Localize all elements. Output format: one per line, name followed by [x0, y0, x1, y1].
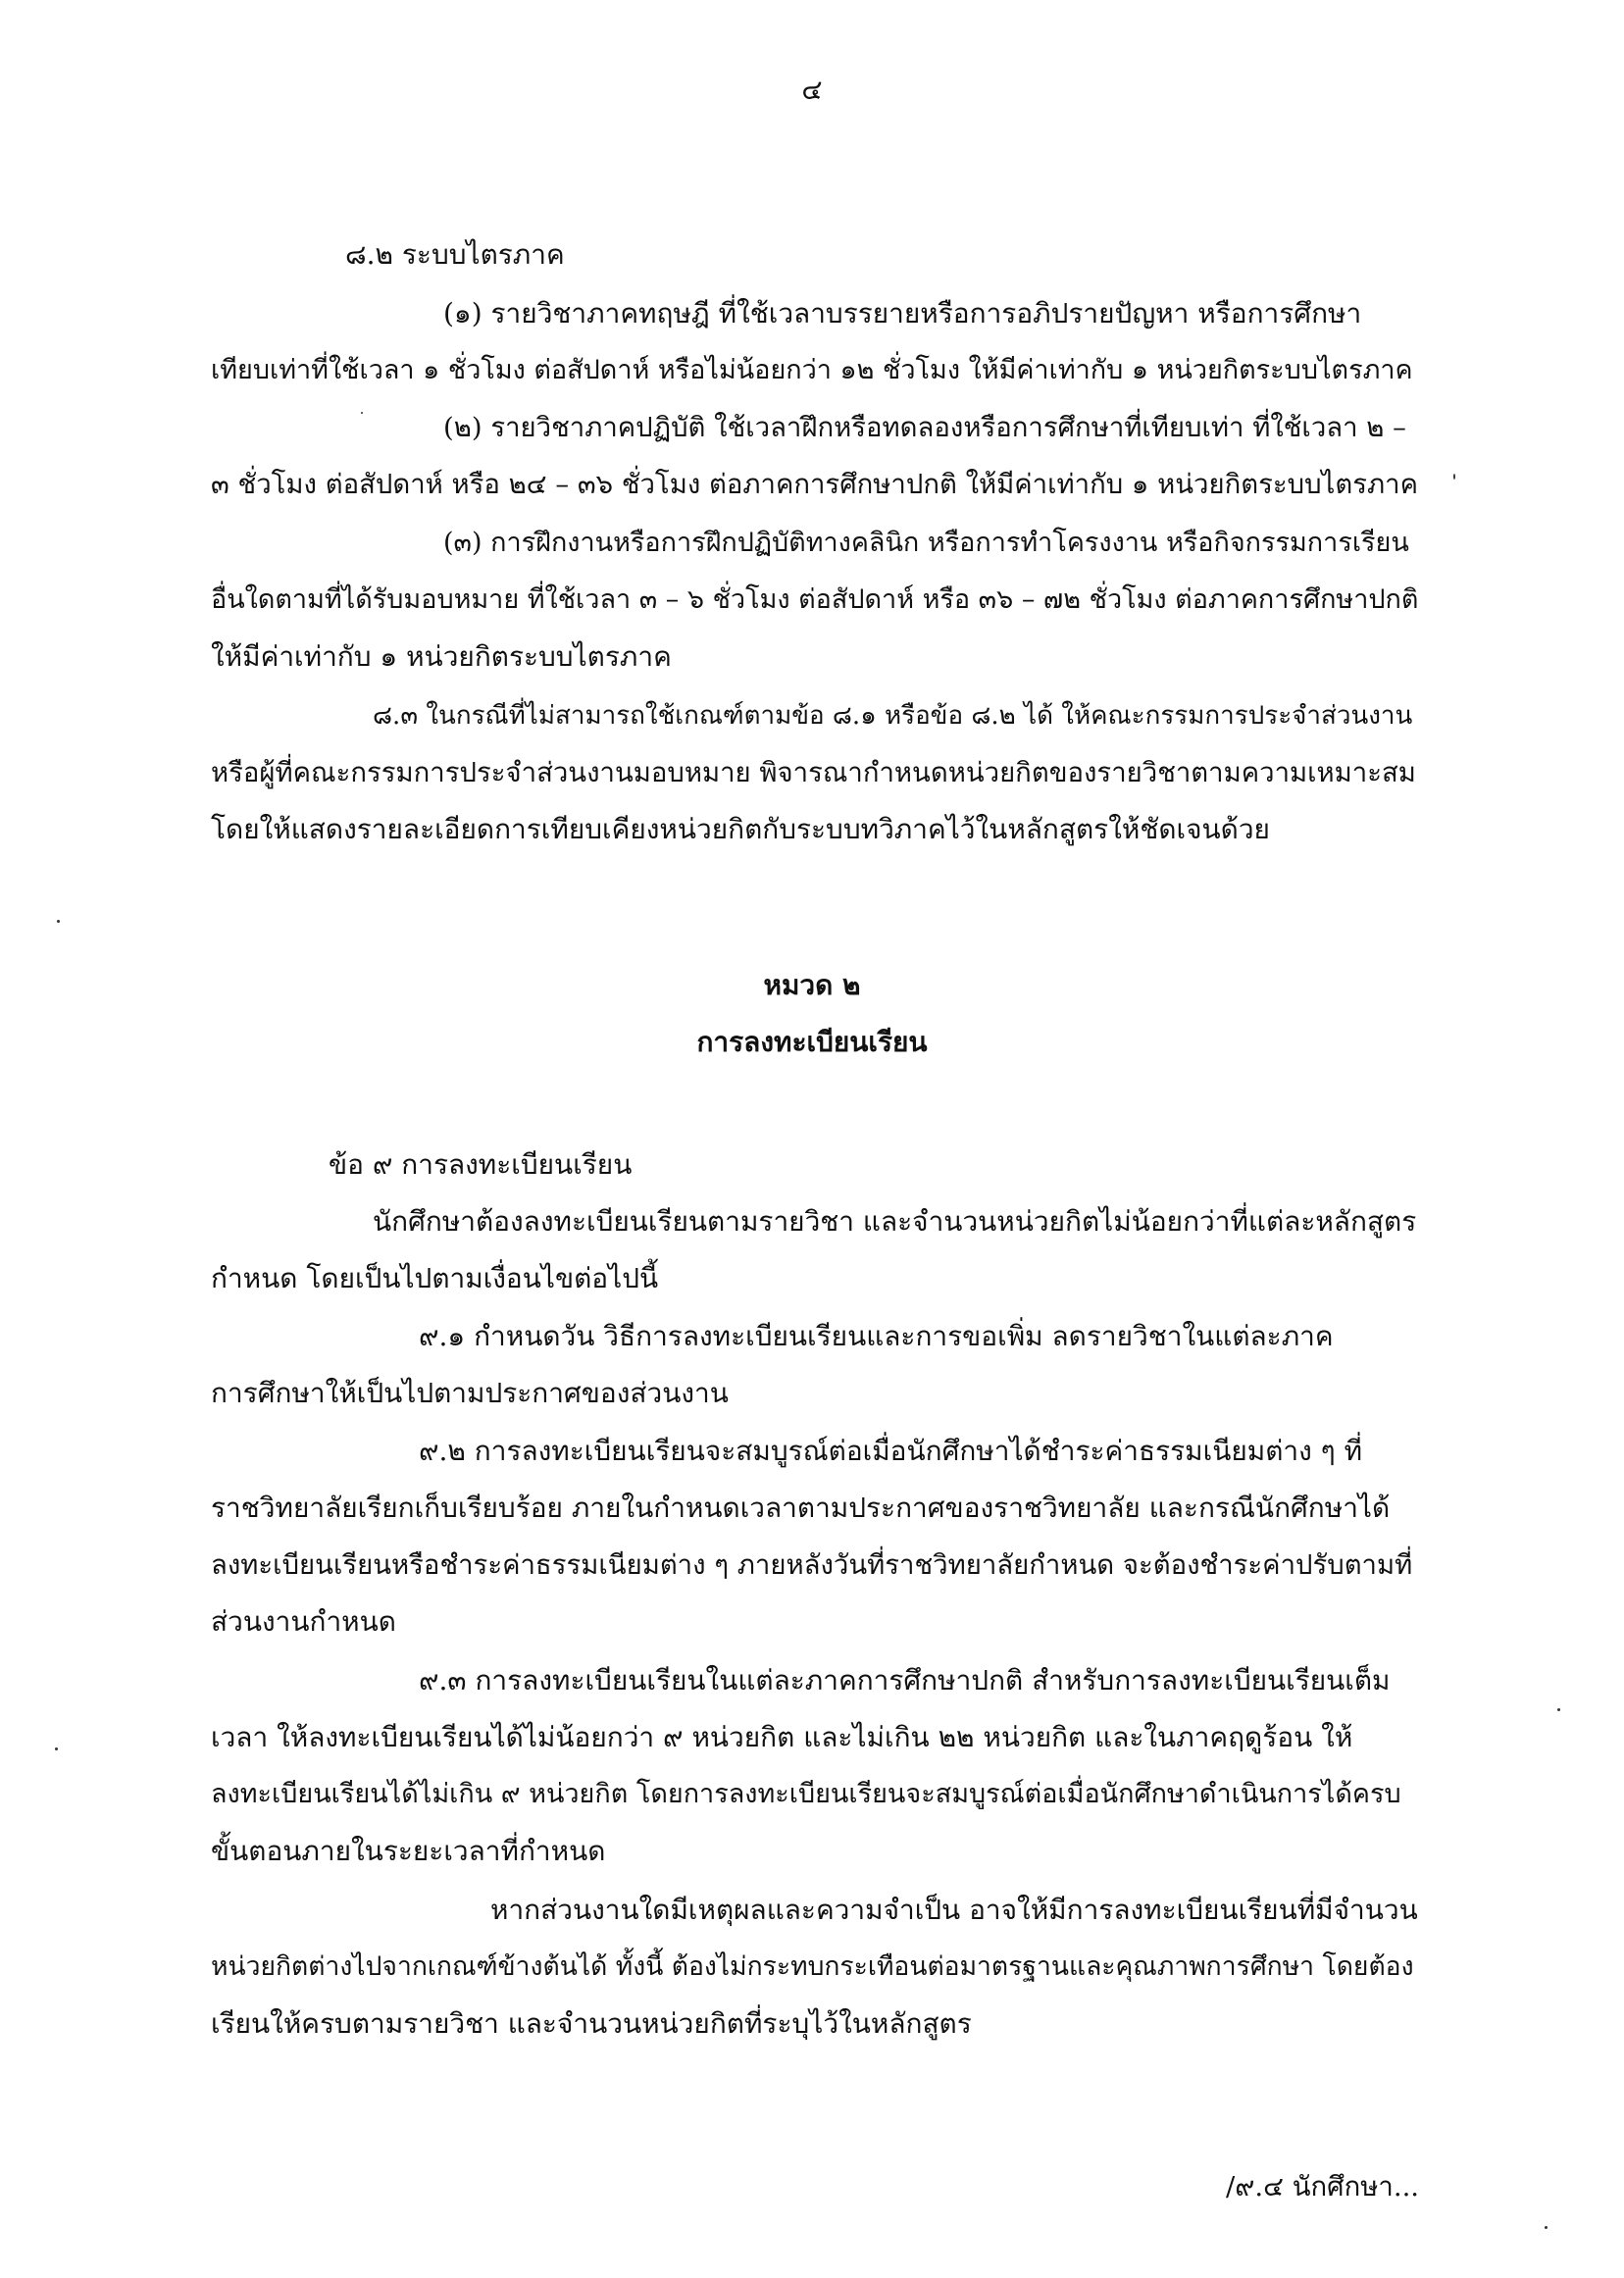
- section-8-3-line-2: หรือผู้ที่คณะกรรมการประจำส่วนงานมอบหมาย พิจารณากำหนดหน่วยกิตของรายวิชาตามความเหมาะสม: [211, 757, 1416, 788]
- scan-speck: [1545, 2226, 1548, 2229]
- item-1-line-2: เทียบเท่าที่ใช้เวลา ๑ ชั่วโมง ต่อสัปดาห์ หรือไม่น้อยกว่า ๑๒ ชั่วโมง ให้มีค่าเท่ากับ ๑ หน่วยกิตระบบไตรภาค: [211, 355, 1413, 385]
- exception-line-2: หน่วยกิตต่างไปจากเกณฑ์ข้างต้นได้ ทั้งนี้ ต้องไม่กระทบกระเทือนต่อมาตรฐานและคุณภาพการศึกษา โดยต้อง: [211, 1951, 1414, 1982]
- exception-line-1: หากส่วนงานใดมีเหตุผลและความจำเป็น อาจให้มีการลงทะเบียนเรียนที่มีจำนวน: [490, 1894, 1418, 1926]
- item-3-line-3: ให้มีค่าเท่ากับ ๑ หน่วยกิตระบบไตรภาค: [211, 640, 672, 673]
- clause-9-intro-line-2: กำหนด โดยเป็นไปตามเงื่อนไขต่อไปนี้: [211, 1262, 659, 1294]
- scan-speck: [1557, 1708, 1560, 1711]
- page-number: ๔: [801, 74, 823, 106]
- chapter-title: การลงทะเบียนเรียน: [696, 1026, 928, 1058]
- section-8-3-line-1: ๘.๓ ในกรณีที่ไม่สามารถใช้เกณฑ์ตามข้อ ๘.๑ หรือข้อ ๘.๒ ได้ ให้คณะกรรมการประจำส่วนงาน: [373, 701, 1413, 731]
- item-2-line-2: ๓ ชั่วโมง ต่อสัปดาห์ หรือ ๒๔ – ๓๖ ชั่วโมง ต่อภาคการศึกษาปกติ ให้มีค่าเท่ากับ ๑ หน่วยกิตระบบไตรภาค: [211, 469, 1418, 500]
- item-9-2-line-1: ๙.๒ การลงทะเบียนเรียนจะสมบูรณ์ต่อเมื่อนักศึกษาได้ชำระค่าธรรมเนียมต่าง ๆ ที่: [419, 1435, 1363, 1467]
- item-9-3-line-1: ๙.๓ การลงทะเบียนเรียนในแต่ละภาคการศึกษาปกติ สำหรับการลงทะเบียนเรียนเต็ม: [419, 1664, 1391, 1696]
- scan-speck: [55, 1747, 58, 1750]
- scan-speck: [361, 412, 363, 414]
- item-9-2-line-3: ลงทะเบียนเรียนหรือชำระค่าธรรมเนียมต่าง ๆ ภายหลังวันที่ราชวิทยาลัยกำหนด จะต้องชำระค่าปรับตามที่: [211, 1549, 1413, 1581]
- chapter-label: หมวด ๒: [763, 969, 861, 1001]
- scan-speck: [1453, 474, 1455, 480]
- continuation-note: /๙.๔ นักศึกษา...: [1226, 2171, 1420, 2202]
- item-9-1-line-2: การศึกษาให้เป็นไปตามประกาศของส่วนงาน: [211, 1377, 729, 1409]
- item-9-2-line-2: ราชวิทยาลัยเรียกเก็บเรียบร้อย ภายในกำหนดเวลาตามประกาศของราชวิทยาลัย และกรณีนักศึกษาได้: [211, 1492, 1391, 1524]
- item-3-line-2: อื่นใดตามที่ได้รับมอบหมาย ที่ใช้เวลา ๓ – ๖ ชั่วโมง ต่อสัปดาห์ หรือ ๓๖ – ๗๒ ชั่วโมง ต่อภาคการศึกษาปกติ: [211, 584, 1419, 615]
- item-9-3-line-2: เวลา ให้ลงทะเบียนเรียนได้ไม่น้อยกว่า ๙ หน่วยกิต และไม่เกิน ๒๒ หน่วยกิต และในภาคฤดูร้อน ให้: [211, 1721, 1353, 1753]
- item-9-1-line-1: ๙.๑ กำหนดวัน วิธีการลงทะเบียนเรียนและการขอเพิ่ม ลดรายวิชาในแต่ละภาค: [419, 1320, 1334, 1352]
- item-2-line-1: (๒) รายวิชาภาคปฏิบัติ ใช้เวลาฝึกหรือทดลองหรือการศึกษาที่เทียบเท่า ที่ใช้เวลา ๒ –: [443, 412, 1406, 443]
- exception-line-3: เรียนให้ครบตามรายวิชา และจำนวนหน่วยกิตที่ระบุไว้ในหลักสูตร: [211, 2007, 972, 2040]
- item-3-line-1: (๓) การฝึกงานหรือการฝึกปฏิบัติทางคลินิก หรือการทำโครงงาน หรือกิจกรรมการเรียน: [443, 528, 1409, 558]
- item-9-3-line-4: ขั้นตอนภายในระยะเวลาที่กำหนด: [211, 1835, 606, 1867]
- item-9-2-line-4: ส่วนงานกำหนด: [211, 1605, 396, 1638]
- scan-speck: [57, 920, 60, 923]
- item-1-line-1: (๑) รายวิชาภาคทฤษฎี ที่ใช้เวลาบรรยายหรือการอภิปรายปัญหา หรือการศึกษา: [443, 297, 1362, 329]
- clause-9-intro-line-1: นักศึกษาต้องลงทะเบียนเรียนตามรายวิชา และจำนวนหน่วยกิตไม่น้อยกว่าที่แต่ละหลักสูตร: [373, 1205, 1417, 1238]
- section-8-2-heading: ๘.๒ ระบบไตรภาค: [345, 238, 565, 271]
- item-9-3-line-3: ลงทะเบียนเรียนได้ไม่เกิน ๙ หน่วยกิต โดยการลงทะเบียนเรียนจะสมบูรณ์ต่อเมื่อนักศึกษาดำเนินการได้ครบ: [211, 1779, 1401, 1809]
- clause-9-heading: ข้อ ๙ การลงทะเบียนเรียน: [329, 1148, 633, 1181]
- section-8-3-line-3: โดยให้แสดงรายละเอียดการเทียบเคียงหน่วยกิตกับระบบทวิภาคไว้ในหลักสูตรให้ชัดเจนด้วย: [211, 813, 1270, 845]
